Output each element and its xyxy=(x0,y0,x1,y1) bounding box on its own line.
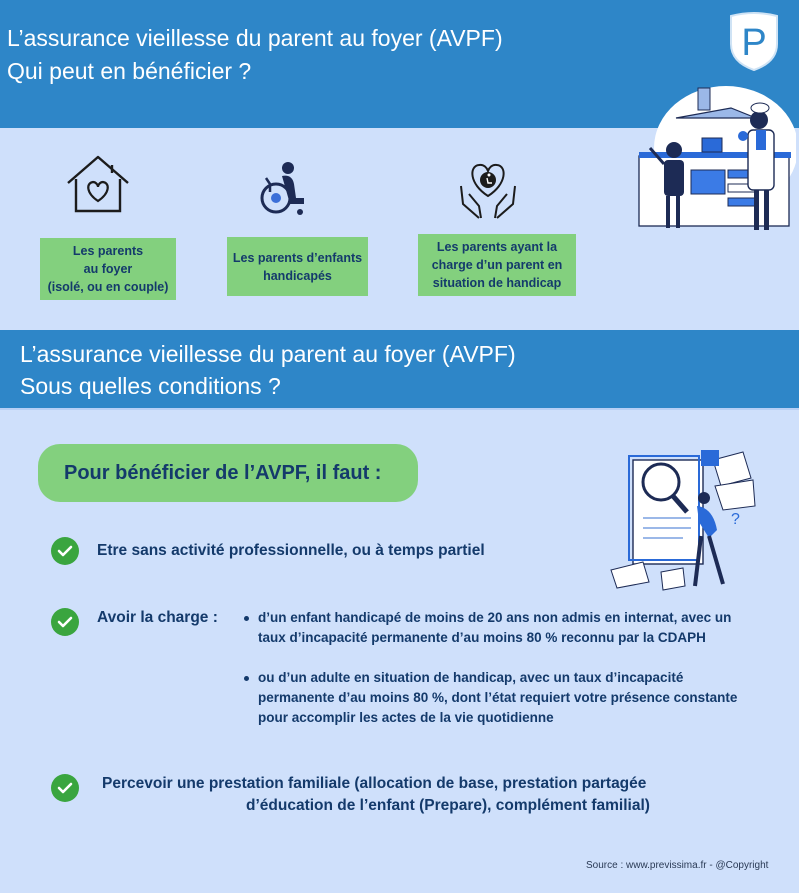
conditions-title-line1: L’assurance vieillesse du parent au foyer (AVPF) xyxy=(20,341,516,367)
condition-3-line1: Percevoir une prestation familiale (allocation de base, prestation partagée xyxy=(102,775,647,792)
condition-2-bullet-2-line3: pour accomplir les actes de la vie quotidienne xyxy=(258,710,554,725)
beneficiary-2-line2: handicapés xyxy=(263,268,332,283)
bullet-dot xyxy=(244,616,249,621)
document-search-illustration xyxy=(603,446,759,592)
condition-2-bullet-2-line2: permanente d’au moins 80 %, dont l’état requiert votre présence constante xyxy=(258,690,738,705)
condition-2-bullet-1-line1: d’un enfant handicapé de moins de 20 ans non admis en internat, avec un xyxy=(258,610,732,625)
beneficiary-1-line2: au foyer xyxy=(83,262,133,276)
kitchen-family-illustration xyxy=(636,78,796,238)
conditions-title-line2: Sous quelles conditions ? xyxy=(20,373,281,399)
conditions-heading-pill xyxy=(38,444,418,502)
house-heart-icon xyxy=(64,153,132,215)
beneficiary-1-line1: Les parents xyxy=(72,244,144,258)
svg-text:P: P xyxy=(741,22,767,64)
wheelchair-person-icon xyxy=(260,160,310,216)
beneficiary-3-line1: Les parents ayant la xyxy=(436,240,558,254)
bullet-dot xyxy=(244,676,249,681)
beneficiary-2-line1: Les parents d’enfants xyxy=(232,250,363,265)
condition-1-text: Etre sans activité professionnelle, ou à temps partiel xyxy=(97,542,485,559)
condition-2-bullet-1-line2: taux d’incapacité permanente d’au moins 80 % reconnu par la CDAPH xyxy=(258,630,706,645)
beneficiary-box-parents-enfants-handicapes xyxy=(227,237,368,296)
hands-accessibility-heart-icon xyxy=(457,160,519,220)
condition-3-line2: d’éducation de l’enfant (Prepare), complément familial) xyxy=(246,797,650,814)
source-credit: Source : www.previssima.fr - @Copyright xyxy=(586,860,769,871)
section-divider xyxy=(0,408,799,410)
check-icon xyxy=(51,774,79,802)
condition-2-label: Avoir la charge : xyxy=(97,609,218,626)
beneficiary-3-line2: charge d’un parent en xyxy=(431,258,563,272)
check-icon xyxy=(51,608,79,636)
svg-text:?: ? xyxy=(731,511,740,528)
condition-2-bullet-2-line1: ou d’un adulte en situation de handicap, avec un taux d’incapacité xyxy=(258,670,684,685)
beneficiary-box-charge-parent-handicap xyxy=(418,234,576,296)
header-title-line1: L’assurance vieillesse du parent au foyer (AVPF) xyxy=(7,25,503,51)
beneficiary-3-line3: situation de handicap xyxy=(432,276,562,290)
conditions-heading: Pour bénéficier de l’AVPF, il faut : xyxy=(64,461,382,484)
beneficiary-1-line3: (isolé, ou en couple) xyxy=(47,280,169,294)
beneficiary-box-parents-foyer xyxy=(40,238,176,300)
check-icon xyxy=(51,537,79,565)
header-title-line2: Qui peut en bénéficier ? xyxy=(7,58,252,84)
previssima-logo xyxy=(725,10,783,72)
